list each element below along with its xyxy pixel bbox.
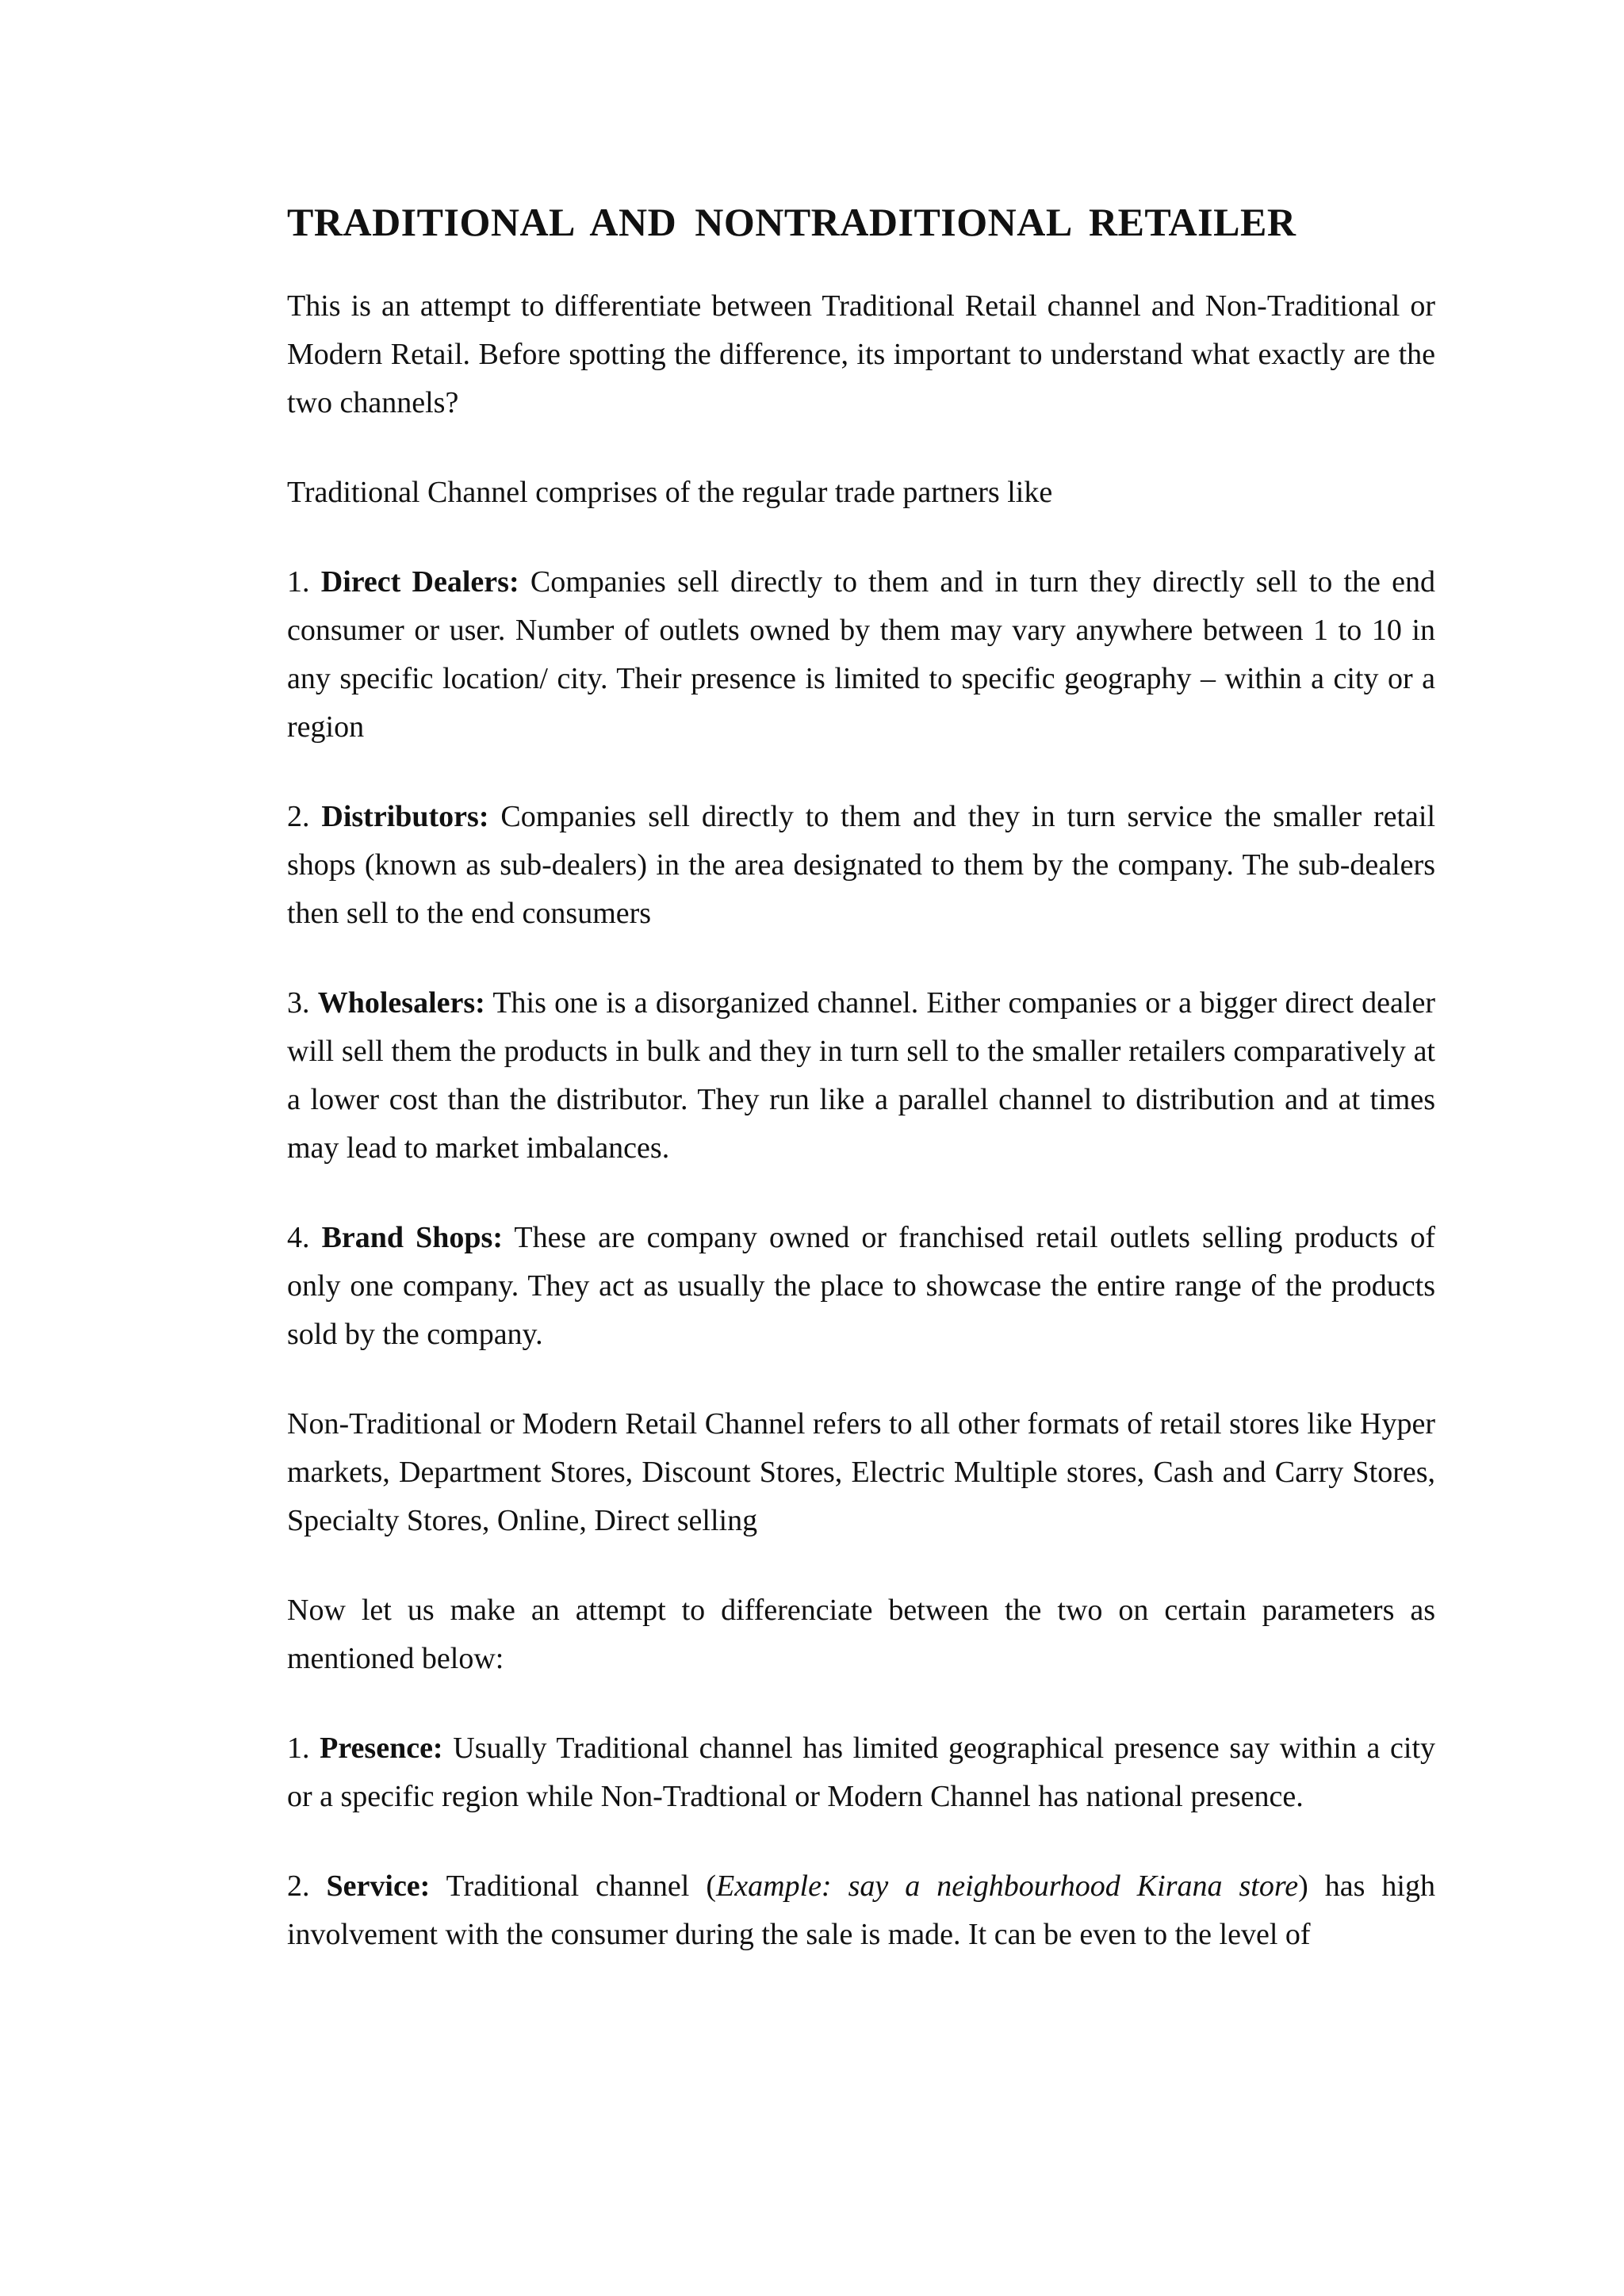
item-term: Presence: [320, 1732, 443, 1765]
list-item-wholesalers [287, 979, 1435, 1173]
item-term: Service: [326, 1869, 431, 1903]
item-text: Companies sell directly to them and they in turn service the smaller retail shops (known as sub-dealers) in the area designated to them by the company. The sub-dealers then sell to the end consumers [287, 800, 1436, 930]
item-text: This one is a disorganized channel. Either companies or a bigger direct dealer will sell them the products in bulk and they in turn sell to the smaller retailers comparatively at a lower cost than the distributor. They run like a parallel channel to distribution and at times may lead to market imbalances. [287, 986, 1435, 1165]
document-content [287, 197, 1435, 2000]
intro-paragraph: This is an attempt to differentiate between Traditional Retail channel and Non-Traditional or Modern Retail. Before spotting the difference, its important to understand what exactly are the two channels? [287, 289, 1435, 419]
item-text-before: Traditional channel ( [446, 1869, 716, 1903]
item-number: 2. [287, 800, 310, 833]
item-text: Usually Traditional channel has limited geographical presence say within a city or a specific region while Non-Tradtional or Modern Channel has national presence. [287, 1732, 1436, 1813]
list-item-direct-dealers [287, 558, 1435, 752]
parameter-presence [287, 1724, 1435, 1821]
item-text: These are company owned or franchised retail outlets selling products of only one company. They act as usually the place to showcase the entire range of the products sold by the company. [287, 1221, 1435, 1351]
list-item-brand-shops [287, 1214, 1435, 1359]
item-example: Example: say a neighbourhood Kirana store [715, 1869, 1299, 1903]
item-term: Distributors: [321, 800, 489, 833]
compare-intro-paragraph: Now let us make an attempt to differenciate between the two on certain parameters as mentioned below: [287, 1594, 1435, 1675]
item-number: 1. [287, 565, 310, 599]
item-number: 3. [287, 986, 310, 1020]
document-title: TRADITIONAL AND NONTRADITIONAL RETAILER [287, 200, 1297, 244]
item-text: Companies sell directly to them and in turn they directly sell to the end consumer or user. Number of outlets owned by them may vary anywhere between 1 to 10 in any specific location/ city. Their presence is limited to specific geography – within a city or a region [287, 565, 1436, 744]
parameter-service [287, 1862, 1435, 1959]
item-term: Wholesalers: [317, 986, 485, 1020]
item-term: Brand Shops: [321, 1221, 503, 1254]
nontraditional-paragraph: Non-Traditional or Modern Retail Channel refers to all other formats of retail stores like Hyper markets, Department Stores, Discount Stores, Electric Multiple stores, Cash and Carry Stores, Specialty Stores, Online, Direct selling [287, 1407, 1435, 1537]
item-number: 1. [287, 1732, 310, 1765]
item-number: 4. [287, 1221, 310, 1254]
item-term: Direct Dealers: [320, 565, 519, 599]
item-number: 2. [287, 1869, 310, 1903]
item-text-after: ) has high involvement with the consumer during the sale is made. It can be even to the level of [287, 1869, 1435, 1951]
traditional-intro-paragraph: Traditional Channel comprises of the regular trade partners like [287, 476, 1053, 509]
list-item-distributors [287, 793, 1435, 938]
